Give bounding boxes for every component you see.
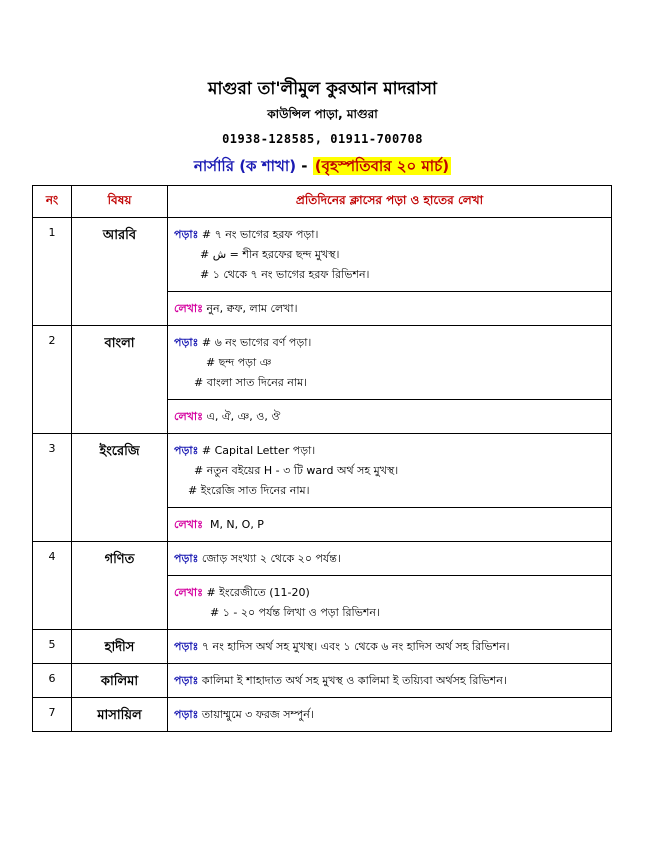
school-name: মাগুরা তা'লীমুল কুরআন মাদরাসা (208, 79, 437, 99)
write-line: # ১ - ২০ পর্যন্ত লিখা ও পড়া রিভিশন। (210, 606, 380, 619)
read-cell (168, 434, 612, 508)
read-line: # ইংরেজি সাত দিনের নাম। (188, 484, 310, 497)
read-label: পড়াঃ (174, 708, 199, 721)
header-no: নং (33, 186, 72, 218)
write-line: M, N, O, P (209, 518, 264, 531)
read-cell (168, 218, 612, 292)
read-cell (168, 542, 612, 576)
table-header-row (33, 186, 612, 218)
read-line: # Capital Letter পড়া। (201, 444, 316, 457)
header-subject: বিষয় (72, 186, 168, 218)
row-subject: হাদীস (72, 630, 168, 664)
read-line: তায়াম্মুমে ৩ ফরজ সম্পুর্ন। (201, 708, 314, 721)
read-line: জোড় সংখ্যা ২ থেকে ২০ পর্যন্ত। (201, 552, 341, 565)
table-row (33, 542, 612, 576)
read-label: পড়াঃ (174, 228, 199, 241)
row-number: 5 (33, 630, 72, 664)
write-line: # ইংরেজীতে (11-20) (206, 586, 310, 599)
read-line: # ছন্দ পড়া ঞ (206, 356, 272, 369)
read-line: কালিমা ই শাহাদাত অর্থ সহ মুখস্থ ও কালিমা ই তয়্যিবা অর্থসহ রিভিশন। (201, 674, 507, 687)
class-routine-table (32, 185, 612, 732)
write-line: নুন, ক্বফ, লাম লেখা। (206, 302, 298, 315)
read-cell (168, 326, 612, 400)
read-cell (168, 630, 612, 664)
write-line: এ, ঐ, ঞ, ও, ঔ (206, 410, 281, 423)
row-number: 7 (33, 698, 72, 732)
row-subject: বাংলা (72, 326, 168, 434)
read-line: ৭ নং হাদিস অর্থ সহ মুখস্থ। এবং ১ থেকে ৬ নং হাদিস অর্থ সহ রিভিশন। (201, 640, 510, 653)
read-line: # ش = শীন হরফের ছন্দ মুখস্থ। (200, 248, 340, 261)
write-label: লেখাঃ (174, 586, 203, 599)
read-label: পড়াঃ (174, 674, 199, 687)
read-label: পড়াঃ (174, 640, 199, 653)
read-line: # বাংলা সাত দিনের নাম। (194, 376, 308, 389)
write-label: লেখাঃ (174, 410, 203, 423)
write-label: লেখাঃ (174, 518, 203, 531)
read-line: # ১ থেকে ৭ নং ভাগের হরফ রিভিশন। (200, 268, 370, 281)
table-row (33, 698, 612, 732)
row-subject: গণিত (72, 542, 168, 630)
row-number: 1 (33, 218, 72, 326)
read-line: # নতুন বইয়ের H - ৩ টি ward অর্থ সহ মুখস্থ। (194, 464, 399, 477)
write-cell (168, 292, 612, 326)
table-row (33, 434, 612, 508)
table-row (33, 326, 612, 400)
read-cell (168, 698, 612, 732)
table-row (33, 218, 612, 292)
read-cell (168, 664, 612, 698)
row-number: 3 (33, 434, 72, 542)
school-phones: 01938-128585, 01911-700708 (222, 132, 423, 146)
row-subject: মাসায়িল (72, 698, 168, 732)
class-date: (বৃহস্পতিবার ২০ মার্চ) (314, 157, 450, 175)
row-subject: কালিমা (72, 664, 168, 698)
header-content: প্রতিদিনের ক্লাসের পড়া ও হাতের লেখা (168, 186, 612, 218)
row-number: 6 (33, 664, 72, 698)
class-name: নার্সারি (ক শাখা) (193, 157, 297, 175)
school-address: কাউন্সিল পাড়া, মাগুরা (267, 107, 378, 121)
row-subject: ইংরেজি (72, 434, 168, 542)
row-number: 2 (33, 326, 72, 434)
read-label: পড়াঃ (174, 444, 199, 457)
read-line: # ৬ নং ভাগের বর্ণ পড়া। (201, 336, 312, 349)
row-number: 4 (33, 542, 72, 630)
class-heading (0, 155, 645, 180)
write-cell (168, 576, 612, 630)
read-label: পড়াঃ (174, 552, 199, 565)
heading-separator: - (296, 157, 313, 175)
row-subject: আরবি (72, 218, 168, 326)
read-line: # ৭ নং ভাগের হরফ পড়া। (201, 228, 319, 241)
write-cell (168, 508, 612, 542)
table-row (33, 664, 612, 698)
write-label: লেখাঃ (174, 302, 203, 315)
read-label: পড়াঃ (174, 336, 199, 349)
table-row (33, 630, 612, 664)
write-cell (168, 400, 612, 434)
